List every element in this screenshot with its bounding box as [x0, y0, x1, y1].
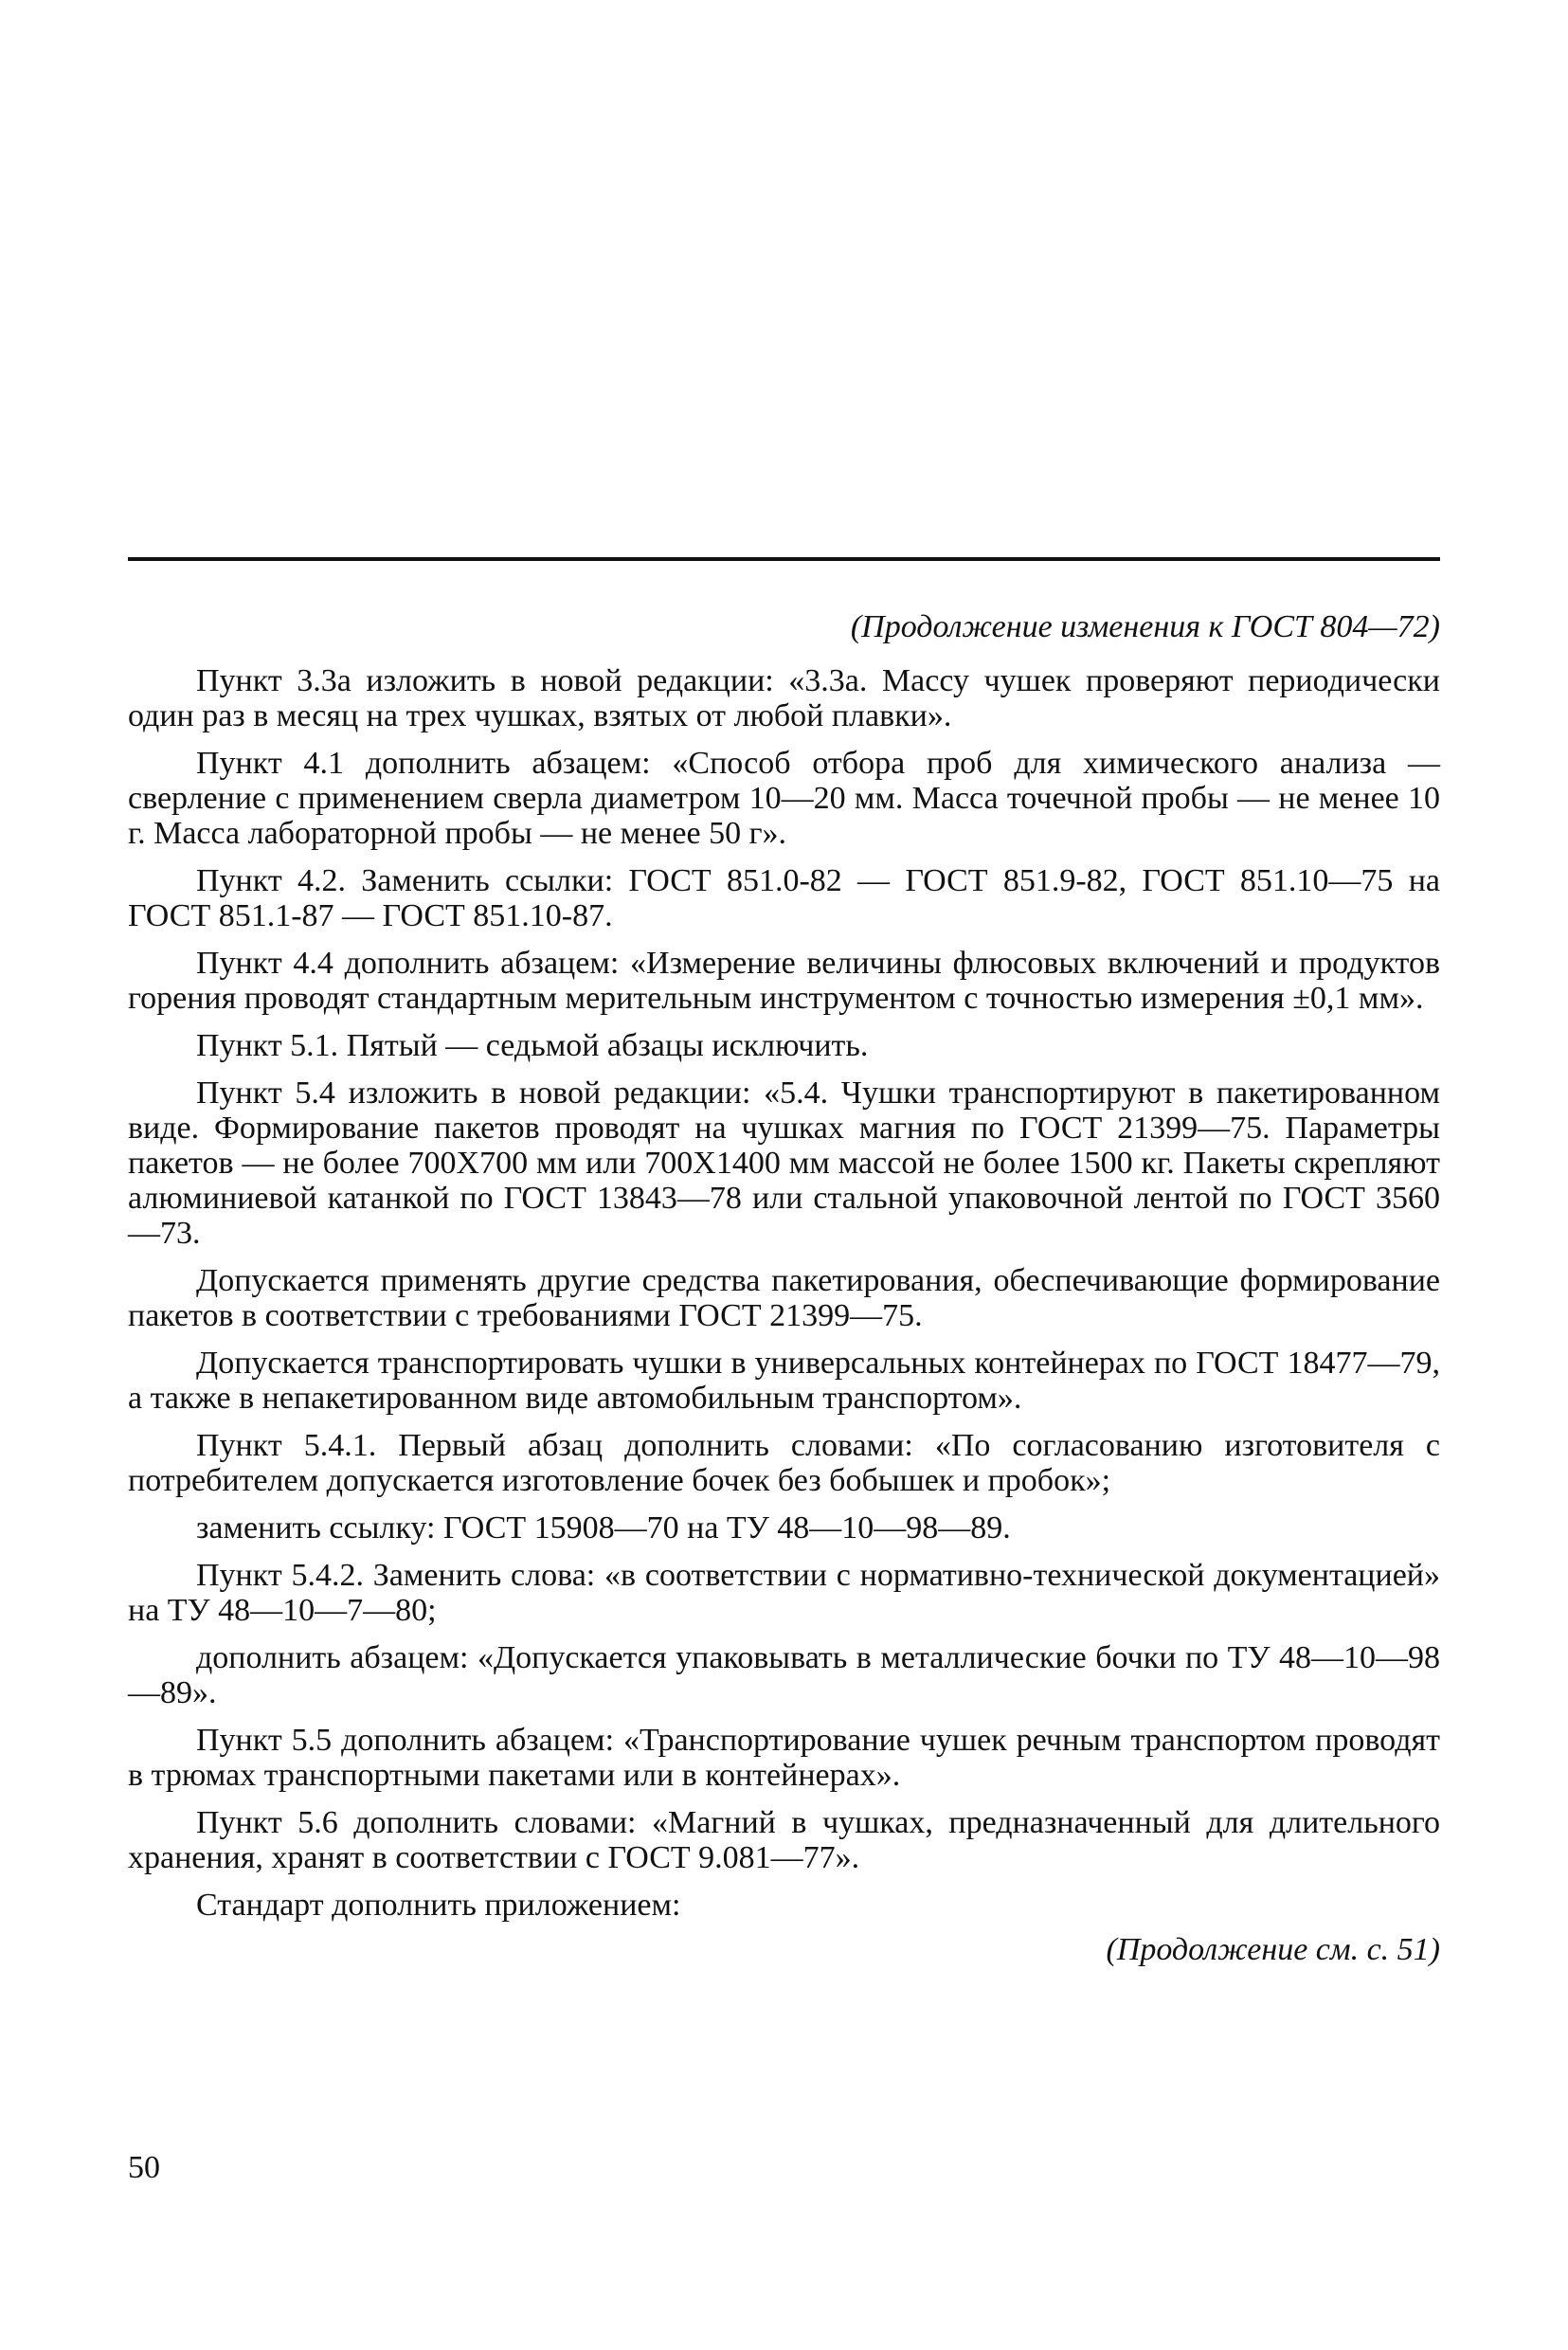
paragraph: Пункт 4.1 дополнить абзацем: «Способ отбора проб для химического анализа — сверление с применением сверла диаметром 10—20 мм. Масса точечной пробы — не менее 10 г. Масса лабораторной пробы — не менее 50 г».	[128, 746, 1440, 851]
page-number: 50	[128, 2150, 160, 2185]
paragraph: Пункт 5.4.2. Заменить слова: «в соответствии с нормативно-технической документацией» на ТУ 48—10—7—80;	[128, 1558, 1440, 1628]
paragraph: Пункт 5.6 дополнить словами: «Магний в чушках, предназначенный для длительного хранения, хранят в соответствии с ГОСТ 9.081—77».	[128, 1805, 1440, 1875]
paragraph: Пункт 4.2. Заменить ссылки: ГОСТ 851.0-82 — ГОСТ 851.9-82, ГОСТ 851.10—75 на ГОСТ 851.1-87 — ГОСТ 851.10-87.	[128, 863, 1440, 933]
continuation-footer: (Продолжение см. с. 51)	[1106, 1932, 1440, 1967]
paragraph: дополнить абзацем: «Допускается упаковывать в металлические бочки по ТУ 48—10—98—89».	[128, 1640, 1440, 1710]
continuation-header: (Продолжение изменения к ГОСТ 804—72)	[850, 609, 1440, 644]
paragraph: Стандарт дополнить приложением:	[196, 1888, 681, 1923]
paragraph: Допускается применять другие средства пакетирования, обеспечивающие формирование пакетов в соответствии с требованиями ГОСТ 21399—75.	[128, 1263, 1440, 1333]
paragraph: Пункт 3.3а изложить в новой редакции: «3.3а. Массу чушек проверяют периодически один раз в месяц на трех чушках, взятых от любой плавки».	[128, 663, 1440, 733]
paragraph: Пункт 5.5 дополнить абзацем: «Транспортирование чушек речным транспортом проводят в трюмах транспортными пакетами или в контейнерах».	[128, 1723, 1440, 1793]
paragraph: Пункт 5.4 изложить в новой редакции: «5.4. Чушки транспортируют в пакетированном виде. Формирование пакетов проводят на чушках магния по ГОСТ 21399—75. Параметры пакетов — не более 700Х700 мм или 700Х1400 мм массой не более 1500 кг. Пакеты скрепляют алюминиевой катанкой по ГОСТ 13843—78 или стальной упаковочной лентой по ГОСТ 3560—73.	[128, 1076, 1440, 1251]
top-rule	[128, 557, 1440, 561]
paragraph: Пункт 5.1. Пятый — седьмой абзацы исключить.	[196, 1028, 869, 1063]
paragraph: заменить ссылку: ГОСТ 15908—70 на ТУ 48—10—98—89.	[196, 1510, 1011, 1546]
paragraph: Пункт 4.4 дополнить абзацем: «Измерение величины флюсовых включений и продуктов горения проводят стандартным мерительным инструментом с точностью измерения ±0,1 мм».	[128, 946, 1440, 1016]
document-body	[128, 663, 1440, 1935]
paragraph: Допускается транспортировать чушки в универсальных контейнерах по ГОСТ 18477—79, а также в непакетированном виде автомобильным транспортом».	[128, 1346, 1440, 1416]
paragraph: Пункт 5.4.1. Первый абзац дополнить словами: «По согласованию изготовителя с потребителем допускается изготовление бочек без бобышек и пробок»;	[128, 1428, 1440, 1498]
